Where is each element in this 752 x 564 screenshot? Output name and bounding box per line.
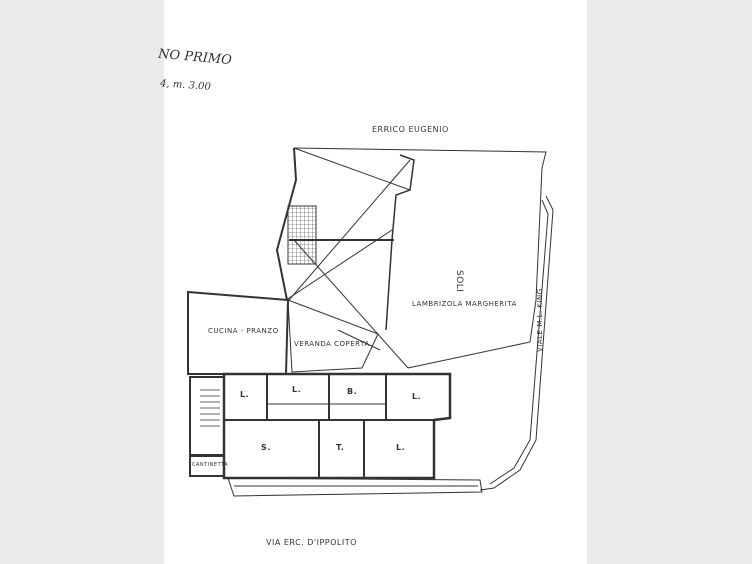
cantinetta-label: CANTINETTA (192, 462, 229, 468)
grid-patch (288, 206, 316, 264)
diagonal-line (294, 148, 410, 190)
floor-plan-drawing (164, 0, 587, 564)
room-label-b: B. (347, 387, 358, 396)
cucina-label: CUCINA - PRANZO (208, 327, 279, 335)
street-bottom-label: VIA ERC. D'IPPOLITO (266, 538, 357, 547)
right-margin (587, 0, 752, 564)
left-margin (0, 0, 164, 564)
veranda-label: VERANDA COPERTA (294, 340, 370, 348)
balcony (228, 478, 482, 496)
height-note: 4, m. 3.00 (159, 78, 212, 93)
veranda-outline (288, 300, 378, 372)
lambardola-label: LAMBRIZOLA MARGHERITA (412, 300, 517, 308)
room-label-l4: L. (396, 443, 406, 452)
room-label-l2: L. (292, 385, 302, 394)
plan-title: NO PRIMO (157, 46, 233, 69)
soli-label: SOLI (454, 270, 464, 293)
building-perimeter (224, 374, 450, 478)
terrace-outline (294, 148, 546, 368)
room-label-l1: L. (240, 390, 250, 399)
street-right-label: VIALE M.L. KING (536, 288, 544, 352)
room-label-s: S. (261, 443, 271, 452)
room-label-l3: L. (412, 392, 422, 401)
terrace-inner-right (386, 155, 414, 330)
floor-plan-sheet (157, 0, 587, 564)
stair-block (190, 377, 224, 455)
room-label-t: T. (336, 443, 345, 452)
stair-steps (200, 390, 220, 426)
street-top-label: ERRICO EUGENIO (372, 125, 449, 134)
